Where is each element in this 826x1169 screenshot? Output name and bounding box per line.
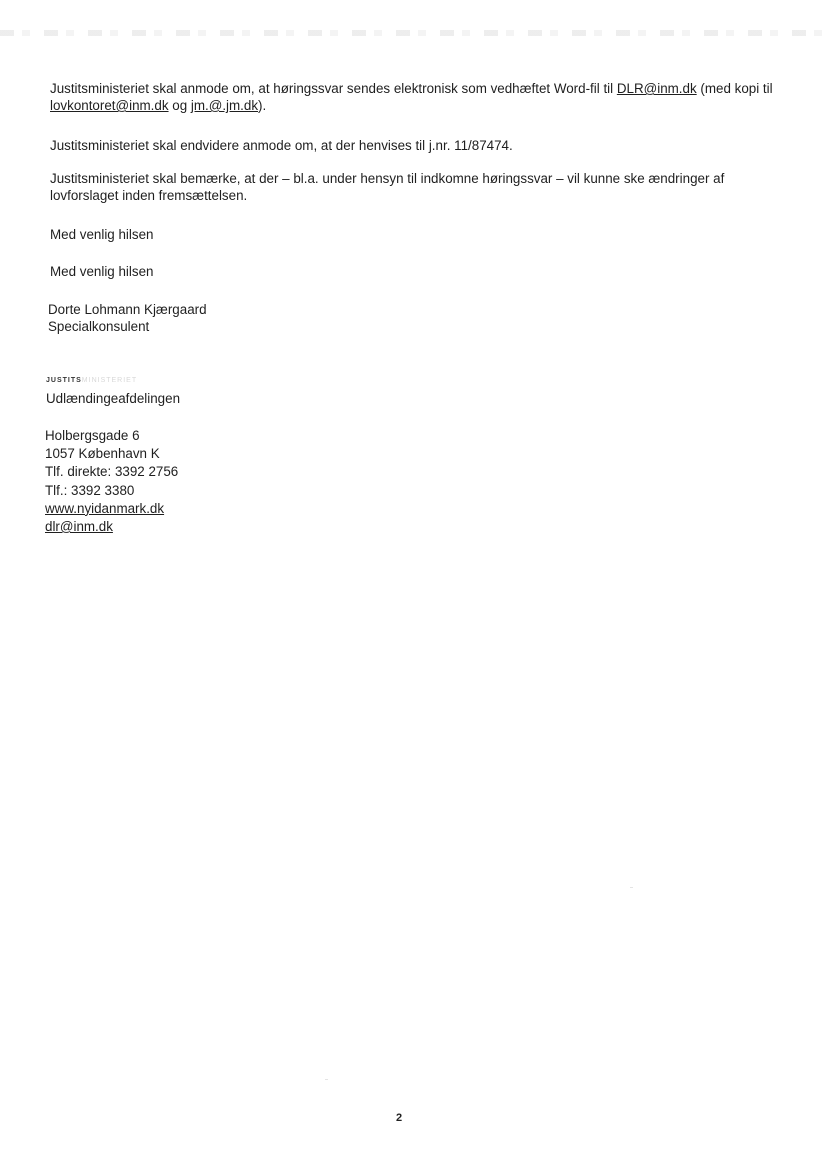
address-city: 1057 København K: [45, 446, 160, 462]
email-link-lovkontoret[interactable]: lovkontoret@inm.dk: [50, 98, 169, 113]
paragraph-changes-notice: Justitsministeriet skal bemærke, at der – bl.a. under hensyn til indkomne høringssvar – vil kunne ske ændringer af lovforslaget inden fremsættelsen.: [50, 171, 725, 203]
phone-direct: Tlf. direkte: 3392 2756: [45, 464, 179, 480]
signature-block: [48, 301, 207, 335]
email-link-contact[interactable]: dlr@inm.dk: [45, 519, 113, 535]
page-number: 2: [396, 1112, 403, 1124]
paragraph-text: og: [168, 98, 191, 113]
scan-edge-artifact: [0, 30, 826, 36]
paragraph-reply-instructions: [50, 80, 780, 114]
website-link[interactable]: www.nyidanmark.dk: [45, 500, 165, 516]
logo-text-strong: JUSTITS: [46, 377, 82, 384]
closing-greeting: Med venlig hilsen: [50, 227, 154, 242]
ministry-logo: [46, 377, 137, 384]
paragraph-text: (med kopi til: [696, 81, 773, 96]
phone-main: Tlf.: 3392 3380: [45, 482, 135, 498]
email-link-jm[interactable]: jm.@.jm.dk: [190, 98, 259, 113]
address-street: Holbergsgade 6: [45, 428, 140, 443]
address-block: [45, 427, 178, 536]
logo-text-faint: MINISTERIET: [81, 377, 138, 384]
paragraph-case-number: Justitsministeriet skal endvidere anmode om, at der henvises til j.nr. 11/87474.: [50, 138, 513, 153]
paragraph-text: Justitsministeriet skal anmode om, at høringssvar sendes elektronisk som vedhæftet Word-fil til: [50, 81, 617, 96]
signature-name: Dorte Lohmann Kjærgaard: [48, 302, 207, 317]
paragraph-text: ).: [258, 98, 267, 113]
scan-speck: [630, 887, 633, 888]
signature-title: Specialkonsulent: [48, 319, 150, 334]
email-link-dlr[interactable]: DLR@inm.dk: [616, 81, 697, 96]
closing-greeting: Med venlig hilsen: [50, 264, 154, 279]
scan-speck: [325, 1079, 328, 1080]
department-name: Udlændingeafdelingen: [46, 391, 181, 406]
